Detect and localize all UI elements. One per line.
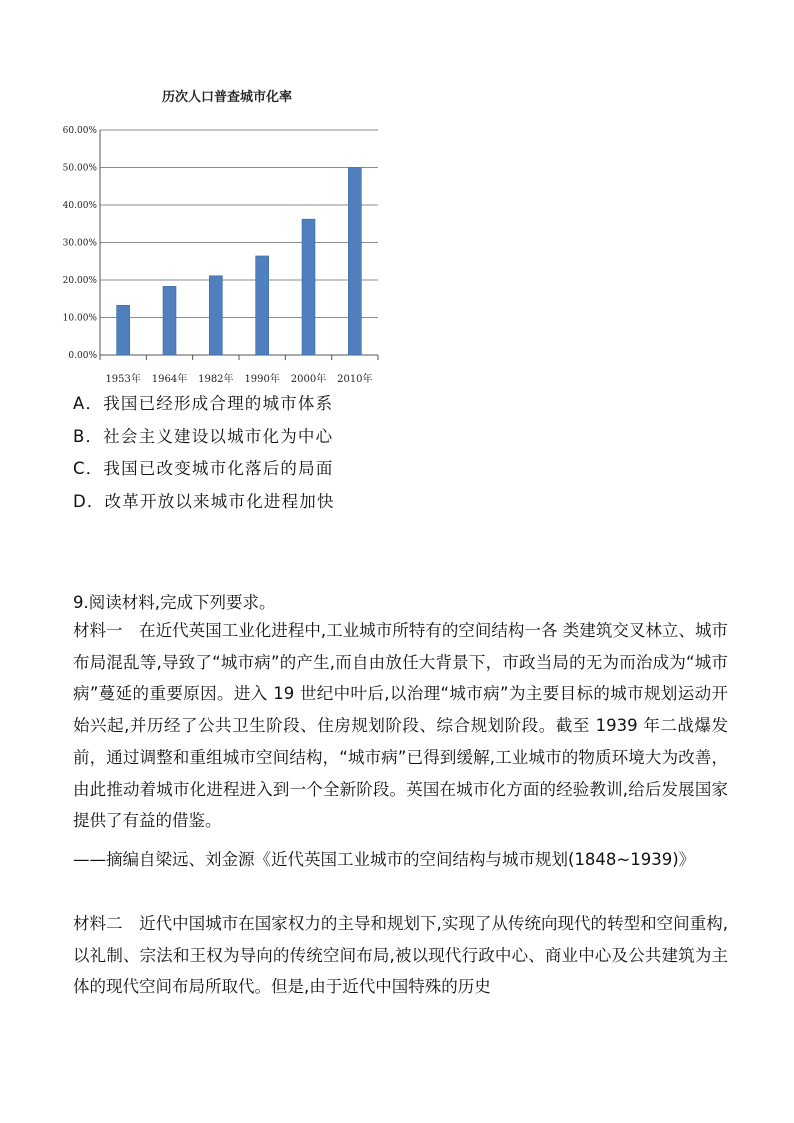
material-one-source: ——摘编自梁远、刘金源《近代英国工业城市的空间结构与城市规划(1848~1939)》 [73, 850, 696, 869]
y-tick-label: 10.00% [62, 313, 97, 324]
chart-title: 历次人口普查城市化率 [161, 90, 293, 105]
option-b[interactable]: B．社会主义建设以城市化为中心 [73, 427, 334, 446]
y-tick-label: 0.00% [68, 351, 97, 361]
x-tick-label: 1953年 [105, 374, 141, 385]
bar [117, 305, 130, 355]
y-axis-tick-labels [63, 126, 98, 361]
option-a[interactable]: A．我国已经形成合理的城市体系 [73, 394, 334, 413]
urbanization-bar-chart [60, 80, 390, 396]
y-tick-label: 60.00% [62, 126, 97, 136]
x-tick-label: 2010年 [337, 374, 373, 385]
x-tick-label: 1990年 [244, 374, 280, 385]
option-c[interactable]: C．我国已改变城市化落后的局面 [73, 459, 334, 478]
bar [348, 168, 361, 355]
bar [209, 276, 222, 355]
question-title: 9.阅读材料,完成下列要求。 [73, 593, 276, 612]
chart-bars [117, 168, 362, 355]
chart-grid [100, 130, 378, 360]
x-tick-label: 1982年 [198, 374, 234, 385]
bar [163, 286, 176, 355]
bar [302, 219, 315, 355]
y-tick-label: 40.00% [62, 201, 97, 211]
x-axis-tick-labels [105, 372, 372, 385]
y-tick-label: 20.00% [62, 276, 97, 286]
x-tick-label: 1964年 [151, 374, 188, 385]
y-tick-label: 50.00% [62, 163, 97, 174]
material-one: 材料一 在近代英国工业化进程中,工业城市所特有的空间结构一各 类建筑交叉林立、城市布局混乱等,导致了“城市病”的产生,而自由放任大背景下，市政当局的无为而治成为“城市病”蔓延的重要原因。进入 19 世纪中叶后,以治理“城市病”为主要目标的城市规划运动开始兴起,并历经了公共卫生阶段、住房规划阶段、综合规划阶段。截至 1939 年二战爆发前，通过调整和重组城市空间结构，“城市病”已得到缓解,工业城市的物质环境大为改善，由此推动着城市化进程进入到一个全新阶段。英国在城市化方面的经验教训,给后发展国家提供了有益的借鉴。 [73, 621, 728, 831]
x-tick-label: 2000年 [290, 374, 327, 385]
bar [256, 256, 269, 355]
material-two: 材料二 近代中国城市在国家权力的主导和规划下,实现了从传统向现代的转型和空间重构,以礼制、宗法和王权为导向的传统空间布局,被以现代行政中心、商业中心及公共建筑为主体的现代空间布局所取代。但是,由于近代中国特殊的历史 [73, 914, 728, 997]
y-tick-label: 30.00% [62, 238, 97, 249]
option-d[interactable]: D．改革开放以来城市化进程加快 [73, 492, 335, 511]
